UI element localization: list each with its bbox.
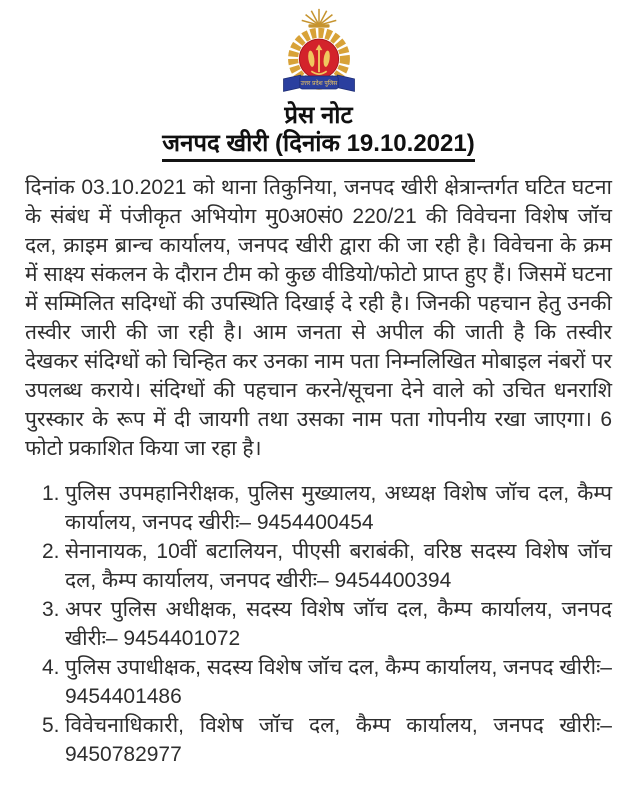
contact-text: पुलिस उपाधीक्षक, सदस्य विशेष जॉच दल, कैम्प कार्यालय, जनपद खीरीः– 9454401486 (65, 656, 612, 708)
body-paragraph: दिनांक 03.10.2021 को थाना तिकुनिया, जनपद खीरी क्षेत्रान्तर्गत घटित घटना के संबंध में पंजीकृत अभियोग मु0अ0सं0 220/21 की विवेचना विशेष जॉच दल, क्राइम ब्रान्च कार्यालय, जनपद खीरी द्वारा की जा रही है। विवेचना के क्रम में साक्ष्य संकलन के दौरान टीम को कुछ वीडियो/फोटो प्राप्त हुए हैं। जिसमें घटना में सम्मिलित सदिग्धों की उपस्थिति दिखाई दे रही है। जिनकी पहचान हेतु उनकी तस्वीर जारी की जा रही है। आम जनता से अपील की जाती है कि तस्वीर देखकर संदिग्धों को चिन्हित कर उनका नाम पता निम्नलिखित मोबाइल नंबरों पर उपलब्ध कराये। संदिग्धों की पहचान करने/सूचना देने वाले को उचित धनराशि पुरस्कार के रूप में दी जायगी तथा उसका नाम पता गोपनीय रखा जाएगा। 6 फोटो प्रकाशित किया जा रहा है। (25, 176, 612, 460)
contact-text: अपर पुलिस अधीक्षक, सदस्य विशेष जॉच दल, कैम्प कार्यालय, जनपद खीरीः– 9454401072 (65, 598, 612, 650)
contact-number: 3. (42, 598, 60, 621)
ribbon-banner-text: उत्तर प्रदेश पुलिस (300, 81, 337, 88)
page-subtitle (25, 130, 612, 162)
contact-list (25, 479, 612, 769)
contact-item (42, 595, 612, 653)
ribbon-banner (283, 75, 354, 91)
contact-item (42, 653, 612, 711)
up-police-emblem (25, 6, 612, 100)
contact-number: 4. (42, 656, 60, 679)
contact-item (42, 537, 612, 595)
page-subtitle-text: जनपद खीरी (दिनांक 19.10.2021) (162, 130, 474, 162)
ashoka-capital-icon (301, 9, 336, 28)
contact-number: 1. (42, 482, 60, 505)
contact-text: सेनानायक, 10वीं बटालियन, पीएसी बराबंकी, वरिष्ठ सदस्य विशेष जॉच दल, कैम्प कार्यालय, जनपद खीरीः– 9454400394 (65, 540, 612, 592)
contact-number: 5. (42, 714, 60, 737)
contact-item (42, 711, 612, 769)
page-title: प्रेस नोट (284, 102, 353, 129)
contact-text: पुलिस उपमहानिरीक्षक, पुलिस मुख्यालय, अध्यक्ष विशेष जॉच दल, कैम्प कार्यालय, जनपद खीरीः– 9454400454 (65, 482, 612, 534)
contact-item (42, 479, 612, 537)
up-police-emblem-graphic (271, 6, 367, 100)
contact-text: विवेचनाधिकारी, विशेष जॉच दल, कैम्प कार्यालय, जनपद खीरीः– 9450782977 (65, 714, 612, 766)
contact-number: 2. (42, 540, 60, 563)
